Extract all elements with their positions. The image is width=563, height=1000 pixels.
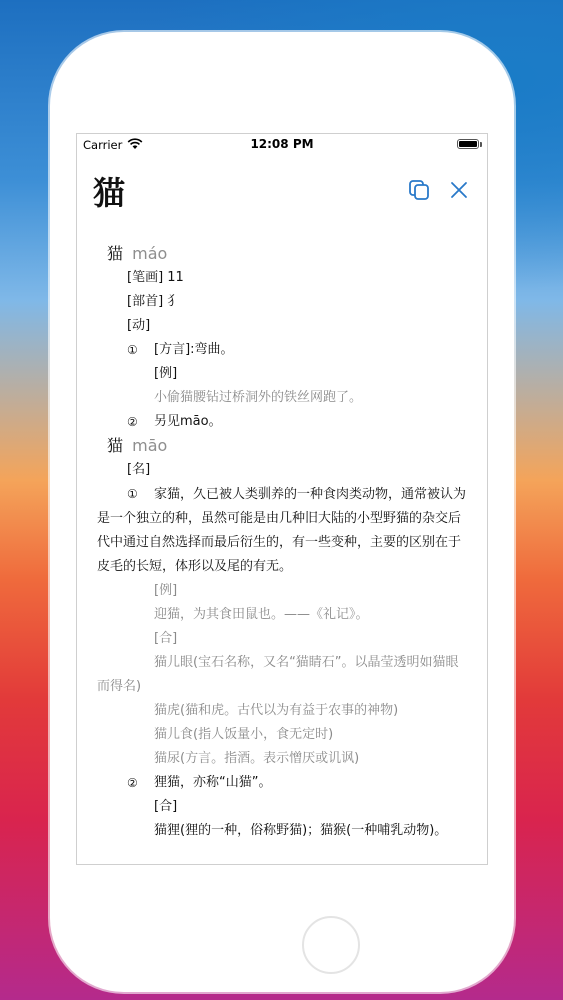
compound-item: 猫虎(猫和虎。古代以为有益于农事的神物) [154, 703, 399, 718]
sense-number: ② [127, 776, 138, 790]
entry-char: 猫 [107, 436, 124, 455]
sense-number: ② [127, 415, 138, 429]
entry-heading [77, 434, 487, 458]
sense-text: 另见māo。 [154, 414, 222, 429]
battery-icon [457, 139, 479, 149]
sense-paragraph [77, 482, 487, 579]
sense-item [77, 771, 487, 795]
battery-tip [480, 142, 482, 147]
sense-number: ① [127, 343, 138, 357]
app-screen [76, 133, 488, 865]
definition-content [77, 242, 487, 865]
sense-text: 狸猫，亦称“山猫”。 [154, 775, 272, 790]
part-of-speech: [名] [127, 462, 151, 477]
compound-label: [合] [154, 631, 178, 646]
sense-text: [方言]:弯曲。 [154, 342, 234, 357]
sense-item [77, 338, 487, 362]
copy-button[interactable] [407, 178, 431, 202]
entry-heading [77, 242, 487, 266]
part-of-speech: [动] [127, 318, 151, 333]
compound-item: 猫狸(狸的一种，俗称野猫)；猫猴(一种哺乳动物)。 [154, 823, 448, 838]
home-button[interactable] [302, 916, 360, 974]
status-bar [77, 134, 487, 156]
compound-item: 猫儿食(指人饭量小，食无定时) [154, 727, 334, 742]
compound-item: 猫尿(方言。指酒。表示憎厌或讥讽) [154, 751, 360, 766]
stroke-count: [笔画] 11 [127, 270, 184, 285]
sense-number: ① [127, 487, 138, 501]
close-icon [447, 178, 471, 202]
entry-pinyin: máo [132, 244, 168, 263]
entry-char: 猫 [107, 244, 124, 263]
close-button[interactable] [447, 178, 471, 202]
carrier-label: Carrier [83, 138, 123, 152]
sense-item [77, 410, 487, 434]
page-title: 猫 [93, 174, 126, 212]
status-time: 12:08 PM [250, 137, 314, 151]
sense-text: 家猫，久已被人类驯养的一种食肉类动物，通常被认为是一个独立的种，虽然可能是由几种旧大陆的小型野猫的杂交后代中通过自然选择而最后衍生的，有一些变种，主要的区别在于皮毛的长短，体形以及尾的有无。 [97, 487, 467, 574]
compound-item: 猫儿眼(宝石名称，又名“猫睛石”。以晶莹透明如猫眼而得名) [97, 655, 459, 694]
compound-label: [合] [154, 799, 178, 814]
example-text: 小偷猫腰钻过桥洞外的铁丝网跑了。 [154, 390, 363, 405]
entry-pinyin: māo [132, 436, 168, 455]
example-text: 迎猫，为其食田鼠也。——《礼记》。 [154, 607, 369, 622]
example-label: [例] [154, 583, 178, 598]
copy-icon [407, 178, 431, 202]
radical: [部首] 犭 [127, 294, 181, 309]
example-label: [例] [154, 366, 178, 381]
